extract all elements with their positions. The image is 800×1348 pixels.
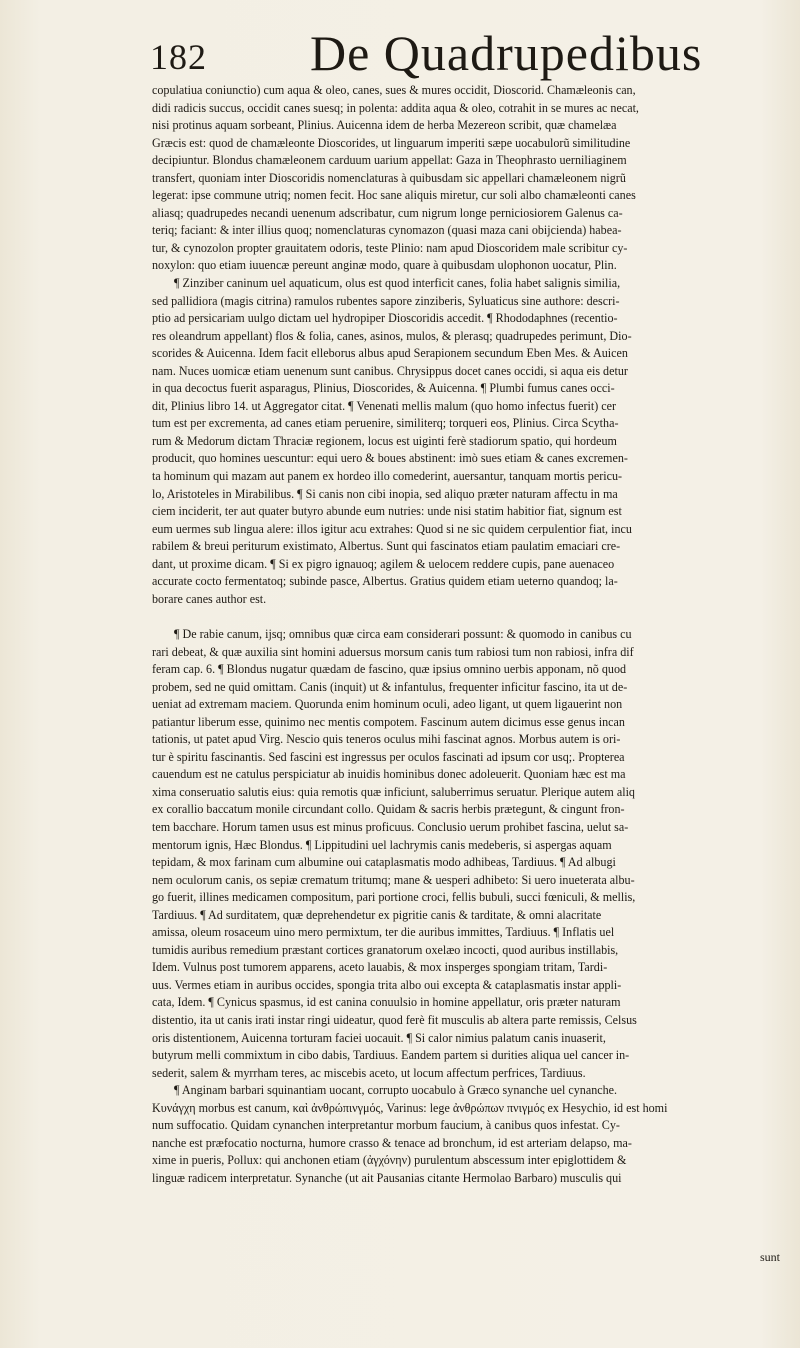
text-line: tur è spiritu fascinantis. Sed fascini est ingressus per oculos fascinati ad ipsum cor usq;. Propterea: [152, 749, 625, 764]
text-line: feram cap. 6. ¶ Blondus nugatur quædam de fascino, quæ ipsius omnino uerbis apponam, nõ quod: [152, 662, 627, 677]
text-line: butyrum melli commixtum in cibo dabis, Tardiuus. Eandem partem si durities aliqua uel cancer in-: [152, 1048, 630, 1063]
text-line: tationis, ut patet apud Virg. Nescio quis teneros oculus mihi fascinat agnos. Morbus autem is ori-: [152, 732, 621, 747]
text-line: linguæ radicem interpretatur. Synanche (ut ait Pausanias citante Hermolao Barbaro) musculis qui: [152, 1170, 622, 1185]
text-line: ¶ Anginam barbari squinantiam uocant, corrupto uocabulo à Græco synanche uel cynanche.: [174, 1083, 618, 1098]
text-line: ueniat ad extremam maciem. Quorunda enim hominum oculi, adeo ligant, ut quem ligauerint non: [152, 697, 623, 712]
text-line: borare canes author est.: [152, 591, 267, 606]
text-line: tumidis auribus remedium præstant cortices granatorum oxelæo incocti, quod auribus instillabis,: [152, 942, 619, 957]
text-line: rum & Medorum dictam Thraciæ regionem, locus est uiginti ferè stadiorum spatio, qui hordeum: [152, 433, 617, 448]
text-line: eum uermes sub lingua alere: illos igitur acu extrahes: Quod si ne sic quidem cerpulentior fiat, incu: [152, 521, 632, 536]
text-line: oris distentionem, Auicenna torturam faciei uocauit. ¶ Si calor nimius palatum canis inuaserit,: [152, 1030, 606, 1045]
text-line: copulatiua coniunctio) cum aqua & oleo, canes, sues & mures occidit, Dioscorid. Chamæleonis can,: [152, 83, 636, 97]
text-line: res oleandrum appellant) flos & folia, canes, asinos, mulos, & plerasq; quadrupedes perimunt, Dio-: [152, 328, 632, 343]
text-line: distentio, ita ut canis irati instar ringi uideatur, quod ferè fit musculis ab altera parte remissis, Celsus: [152, 1012, 637, 1027]
text-line: probem, sed ne quid omittam. Canis (inquit) ut & infantulus, frequenter inficitur fascino, ita ut de-: [152, 679, 628, 694]
text-line: nanche est præfocatio nocturna, humore crasso & tenace ad bronchum, id est arteriam delapso, ma-: [152, 1135, 632, 1150]
text-line: go fuerit, illines medicamen compositum, pari portione croci, fellis bubuli, succi fœniculi, & mellis,: [152, 890, 636, 905]
text-line: ta hominum qui mazam aut panem ex hordeo illo comederint, auersantur, tanquam mortis pericu-: [152, 469, 623, 484]
text-line: nisi protinus aquam sorbeant, Plinius. Auicenna idem de herba Mezereon scribit, quæ chamelæa: [152, 118, 617, 133]
text-line: teriq; faciant: & inter illius quoq; nomenclaturas cynomazon (quasi maza cani obijcienda) habea-: [152, 223, 622, 238]
text-line: nam. Nuces uomicæ etiam uenenum sunt canibus. Chrysippus docet canes occidi, si aqua eis detur: [152, 363, 628, 378]
text-line: tum est per excrementa, ad canes etiam peruenire, similiterq; torqueri eos, Plinius. Circa Scytha-: [152, 416, 619, 431]
text-line: rari debeat, & quæ auxilia sint homini aduersus morsum canis tum rabiosi tum non rabiosi, infra dif: [152, 644, 634, 659]
text-line: aliasq; quadrupedes necandi uenenum adscribatur, cum nigrum longe perniciosiorem Galenus ca-: [152, 205, 623, 220]
text-line: accurate cocto fermentatoq; subinde pasce, Albertus. Gratius quidem etiam ueterno quandoq; la-: [152, 574, 618, 589]
text-line: legerat: ipse commune utriq; nomen fecit. Hoc sane aliquis miretur, cur soli albo chamæleonti canes: [152, 188, 636, 203]
text-line: lo, Aristoteles in Mirabilibus. ¶ Si canis non cibi inopia, sed aliquo præter naturam affectu in ma: [152, 486, 618, 501]
running-title: De Quadrupedibus: [310, 25, 703, 81]
text-line: amissa, oleum rosaceum uino mero permixtum, ter die auribus immittes, Tardiuus. ¶ Inflatis uel: [152, 925, 615, 940]
text-line: dant, ut proxime dicam. ¶ Si ex pigro ignauoq; agilem & uelocem reddere cupis, pane auenaceo: [152, 556, 615, 571]
text-line: num suffocatio. Quidam cynanchen interpretantur morbum faucium, à canibus quos infestat. Cy-: [152, 1118, 620, 1133]
text-line: [152, 608, 792, 626]
page-header: [150, 22, 770, 84]
text-line: nem oculorum canis, os sepiæ crematum tritumq; mane & uesperi adhibeto: Si uero inueterata albu-: [152, 872, 635, 887]
text-line: xima conseruatio salutis eius: quia remotis quæ inficiunt, saluberrimus seruatur. Plerique autem aliq: [152, 784, 635, 799]
text-line: transfert, quoniam inter Dioscoridis nomenclaturas à quibusdam sic appellari chamæleonem nigrũ: [152, 170, 626, 185]
text-line: xime in pueris, Pollux: qui anchonen etiam (ἀγχόνην) purulentum abscessum inter epiglottidem &: [152, 1153, 627, 1168]
text-line: Κυνάγχη morbus est canum, καὶ ἀνθρώπινγμός, Varinus: lege ἀνθρώπων πνιγμός ex Hesychio, id est homi: [152, 1100, 668, 1115]
text-line: patiantur liberum esse, quinimo nec mentis compotem. Fascinum autem dicimus esse genus incan: [152, 714, 625, 729]
text-body: [152, 82, 792, 1187]
text-line: mentorum ignis, Hæc Blondus. ¶ Lippitudini uel lachrymis canis medeberis, si aspergas aquam: [152, 837, 612, 852]
text-line: noxylon: quo etiam iuuencæ pereunt anginæ modo, quare à quibusdam ulophonon uocatur, Plin.: [152, 258, 617, 273]
text-line: ptio ad persicariam uulgo dictam uel hydropiper Dioscoridis accedit. ¶ Rhododaphnes (recentio-: [152, 311, 618, 326]
page-number: 182: [150, 37, 207, 77]
text-line: tepidam, & mox farinam cum albumine oui cataplasmatis modo adhibeas, Tardiuus. ¶ Ad albugi: [152, 855, 616, 870]
text-line: rabilem & breui periturum existimato, Albertus. Sunt qui fascinatos etiam paulatim emaciari cre-: [152, 539, 621, 554]
text-line: sed pallidiora (magis citrina) ramulos rubentes sapore zinziberis, Syluaticus sine authore: descri-: [152, 293, 620, 308]
text-line: Tardiuus. ¶ Ad surditatem, quæ deprehendetur ex pigritie canis & tarditate, & omni alacritate: [152, 907, 602, 922]
catchword: sunt: [760, 1250, 781, 1264]
text-line: ciem inciderit, ter aut quater butyro abunde eum nutries: unde nisi statim habitior fiat, signum est: [152, 504, 622, 519]
text-line: ¶ De rabie canum, ijsq; omnibus quæ circa eam considerari possunt: & quomodo in canibus cu: [174, 626, 632, 641]
text-line: didi radicis succus, occidit canes suesq; in polenta: addita aqua & oleo, cotrahit in se mures ac necat,: [152, 100, 639, 115]
text-line: in qua decoctus fuerit asparagus, Plinius, Dioscorides, & Auicenna. ¶ Plumbi fumus canes occi-: [152, 381, 615, 396]
text-line: cata, Idem. ¶ Cynicus spasmus, id est canina conuulsio in homine appellatur, oris præter naturam: [152, 995, 621, 1010]
text-line: Idem. Vulnus post tumorem apparens, aceto lauabis, & mox insperges spongiam tritam, Tardi-: [152, 960, 608, 975]
text-line: cauendum est ne catulus perspiciatur ab inuidis hominibus donec adoleuerit. Quoniam hæc est ma: [152, 767, 626, 782]
text-line: tur, & cynozolon propter grauitatem odoris, teste Plinio: nam apud Dioscoridem male scribitur cy-: [152, 240, 628, 255]
text-line: ¶ Zinziber caninum uel aquaticum, olus est quod interficit canes, folia habet salignis similia,: [174, 276, 621, 291]
text-line: dit, Plinius libro 14. ut Aggregator citat. ¶ Venenati mellis malum (quo homo infectus fuerit) cer: [152, 398, 617, 413]
text-line: producit, quo homines uescuntur: equi uero & boues abstinent: imò sues etiam & canes excremen-: [152, 451, 628, 466]
text-line: scorides & Auicenna. Idem facit elleborus albus apud Serapionem secundum Eben Mes. & Auicen: [152, 346, 628, 361]
text-line: tem bacchare. Horum tamen usus est minus proficuus. Conclusio uerum prohibet fascina, uelut sa-: [152, 819, 629, 834]
text-line: uus. Vermes etiam in auribus occides, spongia trita albo oui excepta & cataplasmatis instar appli-: [152, 977, 622, 992]
text-line: sederit, salem & myrrham teres, ac miscebis aceto, ut locum affectum perfrices, Tardiuus.: [152, 1065, 586, 1080]
text-line: Græcis est: quod de chamæleonte Dioscorides, ut linguarum imperiti sæpe uocabulorũ similitudine: [152, 135, 631, 150]
text-line: ex corallio baccatum monile circundant collo. Quidam & sacris herbis prætegunt, & cingunt fron-: [152, 802, 625, 817]
text-line: decipiuntur. Blondus chamæleonem carduum uarium appellat: Gaza in Theophrasto uerniliaginem: [152, 153, 627, 168]
